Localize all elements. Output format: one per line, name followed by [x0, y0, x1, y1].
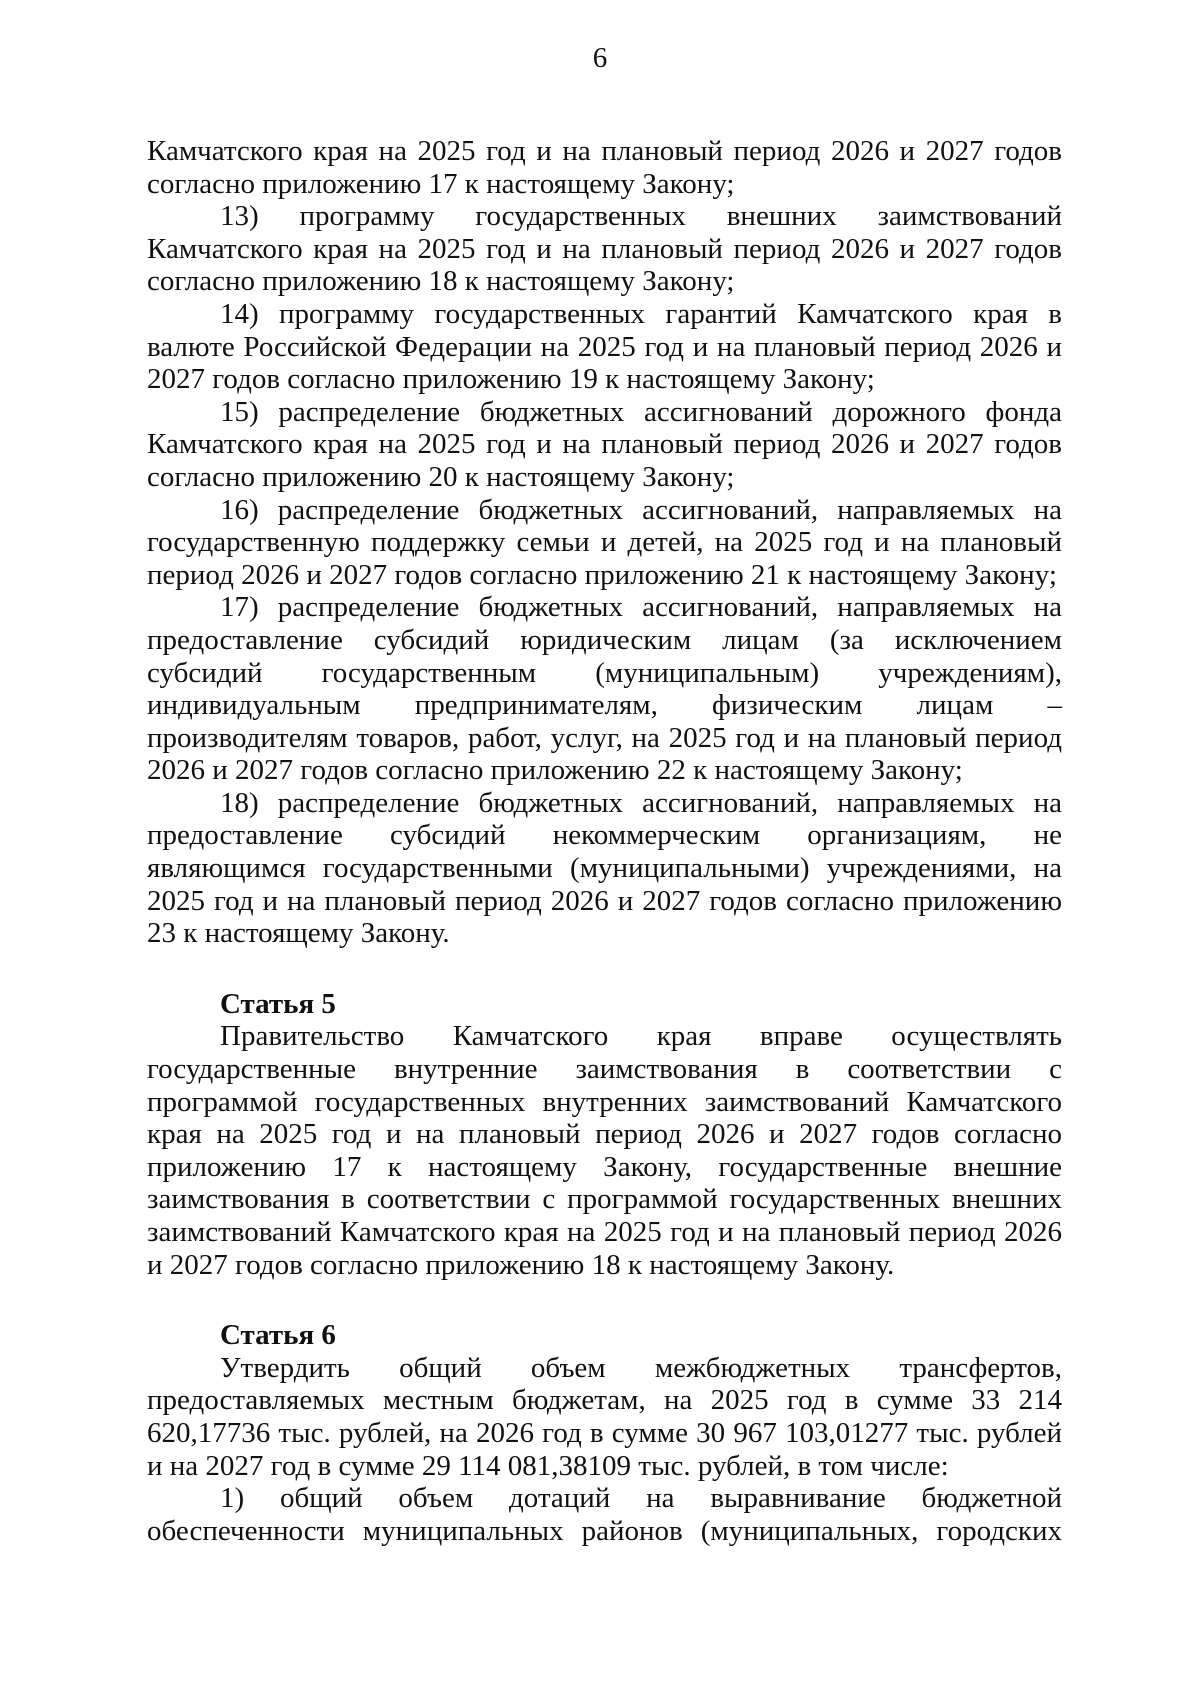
- paragraph-item-14: 14) программу государственных гарантий Камчатского края в валюте Российской Федерации на 2025 год и на плановый период 2026 и 2027 годов согласно приложению 19 к настоящему Закону;: [147, 297, 1062, 396]
- article-6-text: Утвердить общий объем межбюджетных трансфертов, предоставляемых местным бюджетам, на 2025 год в сумме 33 214 620,17736 тыс. рублей, на 2026 год в сумме 30 967 103,01277 тыс. рублей и на 2027 год в сумме 29 114 081,38109 тыс. рублей, в том числе:: [147, 1351, 1062, 1482]
- article-5-text: Правительство Камчатского края вправе осуществлять государственные внутренние заимствования в соответствии с программой государственных внутренних заимствований Камчатского края на 2025 год и на плановый период 2026 и 2027 годов согласно приложению 17 к настоящему Закону, государственные внешние заимствования в соответствии с программой государственных внешних заимствований Камчатского края на 2025 год и на плановый период 2026 и 2027 годов согласно приложению 18 к настоящему Закону.: [147, 1020, 1062, 1281]
- paragraph-item-17: 17) распределение бюджетных ассигнований, направляемых на предоставление субсидий юридическим лицам (за исключением субсидий государственным (муниципальным) учреждениям), индивидуальным предпринимателям, физическим лицам – производителям товаров, работ, услуг, на 2025 год и на плановый период 2026 и 2027 годов согласно приложению 22 к настоящему Закону;: [147, 591, 1062, 787]
- paragraph-item-15: 15) распределение бюджетных ассигнований дорожного фонда Камчатского края на 2025 год и на плановый период 2026 и 2027 годов согласно приложению 20 к настоящему Закону;: [147, 395, 1062, 493]
- article-5-heading: Статья 5: [220, 987, 336, 1020]
- paragraph-item-16: 16) распределение бюджетных ассигнований, направляемых на государственную поддержку семьи и детей, на 2025 год и на плановый период 2026 и 2027 годов согласно приложению 21 к настоящему Закону;: [147, 493, 1062, 591]
- article-6-heading: Статья 6: [220, 1319, 336, 1352]
- article-6-item-1: 1) общий объем дотаций на выравнивание бюджетной обеспеченности муниципальных районов (муниципальных, городских: [147, 1482, 1062, 1547]
- page-number: 6: [592, 42, 608, 74]
- paragraph-item-18: 18) распределение бюджетных ассигнований, направляемых на предоставление субсидий некоммерческим организациям, не являющимся государственными (муниципальными) учреждениями, на 2025 год и на плановый период 2026 и 2027 годов согласно приложению 23 к настоящему Закону.: [147, 786, 1062, 950]
- article-6: [147, 1319, 1062, 1547]
- paragraph-item-12-continued: Камчатского края на 2025 год и на плановый период 2026 и 2027 годов согласно приложению 17 к настоящему Закону;: [147, 135, 1062, 200]
- document-body: [147, 135, 1062, 1547]
- paragraph-item-13: 13) программу государственных внешних заимствований Камчатского края на 2025 год и на плановый период 2026 и 2027 годов согласно приложению 18 к настоящему Закону;: [147, 200, 1062, 298]
- article-5: [147, 988, 1062, 1281]
